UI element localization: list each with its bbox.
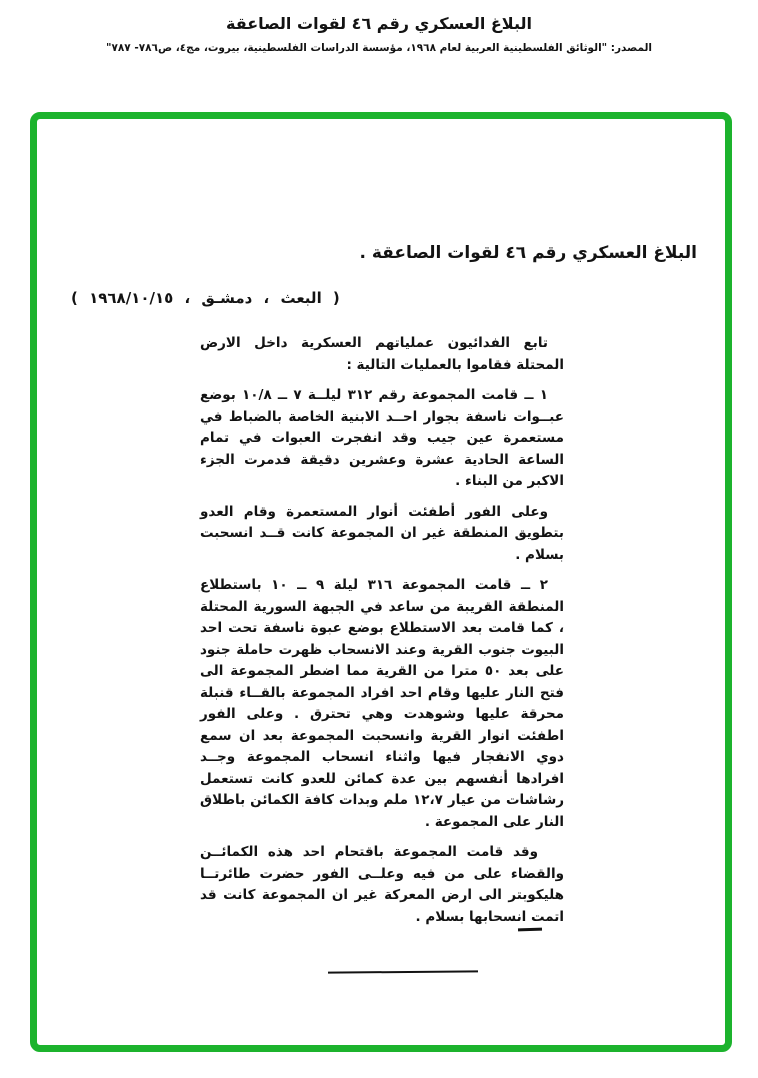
document-body [200, 333, 564, 937]
paragraph-intro: تابع الفدائيون عملياتهم العسكرية داخل الارض المحتلة فقاموا بالعمليات التالية : [200, 335, 564, 373]
paragraph-operation-1-result: وعلى الفور أطفئت أنوار المستعمرة وقام العدو بتطويق المنطقة غير ان المجموعة كانت قــد انسحبت بسلام . [200, 503, 564, 563]
document-frame [30, 112, 732, 1052]
footer-divider-line [328, 970, 478, 973]
source-citation: المصدر: "الوثائق الفلسطينية العربية لعام ١٩٦٨، مؤسسة الدراسات الفلسطينية، بيروت، مج٤، ص٧٨٦- ٧٨٧" [105, 42, 653, 54]
document-dateline: ( البعث ، دمشـق ، ١٩٦٨/١٠/١٥ ) [71, 289, 340, 307]
paragraph-operation-2-result: وقد قامت المجموعة باقتحام احد هذه الكمائــن والقضاء على من فيه وعلــى الفور حضرت طائرتــا هليكوبتر الى ارض المعركة غير ان المجموعة كانت قد اتمت انسحابها بسلام . [200, 844, 564, 925]
paragraph-operation-2: ٢ ــ قامت المجموعة ٣١٦ ليلة ٩ ــ ١٠ باستطلاع المنطقة القريبة من ساعد في الجبهة السورية المحتلة ، كما قامت بعد الاستطلاع بوضع عبوة ناسفة تحت احد البيوت جنوب القرية وعند الانسحاب ظهرت حاملة جنود على بعد ٥٠ مترا من القرية مما اضطر المجموعة الى فتح النار عليها وقام احد افراد المجموعة بالقــاء قنبلة محرقة عليها وشوهدت وهي تحترق . وعلى الفور اطفئت انوار القرية وانسحبت المجموعة بعد ان سمع دوي الانفجار فيها واثناء انسحاب المجموعة وجــد افرادها أنفسهم بين عدة كمائن للعدو كانت تستعمل رشاشات من عيار ١٢،٧ ملم وبدات كافة الكمائن باطلاق النار على المجموعة . [200, 577, 564, 830]
document-title: البلاغ العسكري رقم ٤٦ لقوات الصاعقة . [359, 243, 697, 263]
paragraph-operation-1: ١ ــ قامت المجموعة رقم ٣١٢ ليلــة ٧ ــ ١٠/٨ بوضع عبــوات ناسفة بجوار احــد الابنية الخاصة بالضباط في مستعمرة عين جيب وقد انفجرت العبوات في تمام الساعة الحادية عشرة وعشرين دقيقة فدمرت الجزء الاكبر من البناء . [200, 387, 564, 489]
page-header-title: البلاغ العسكري رقم ٤٦ لقوات الصاعقة [226, 14, 532, 33]
document-scan [37, 119, 725, 1045]
page-header [0, 14, 758, 54]
